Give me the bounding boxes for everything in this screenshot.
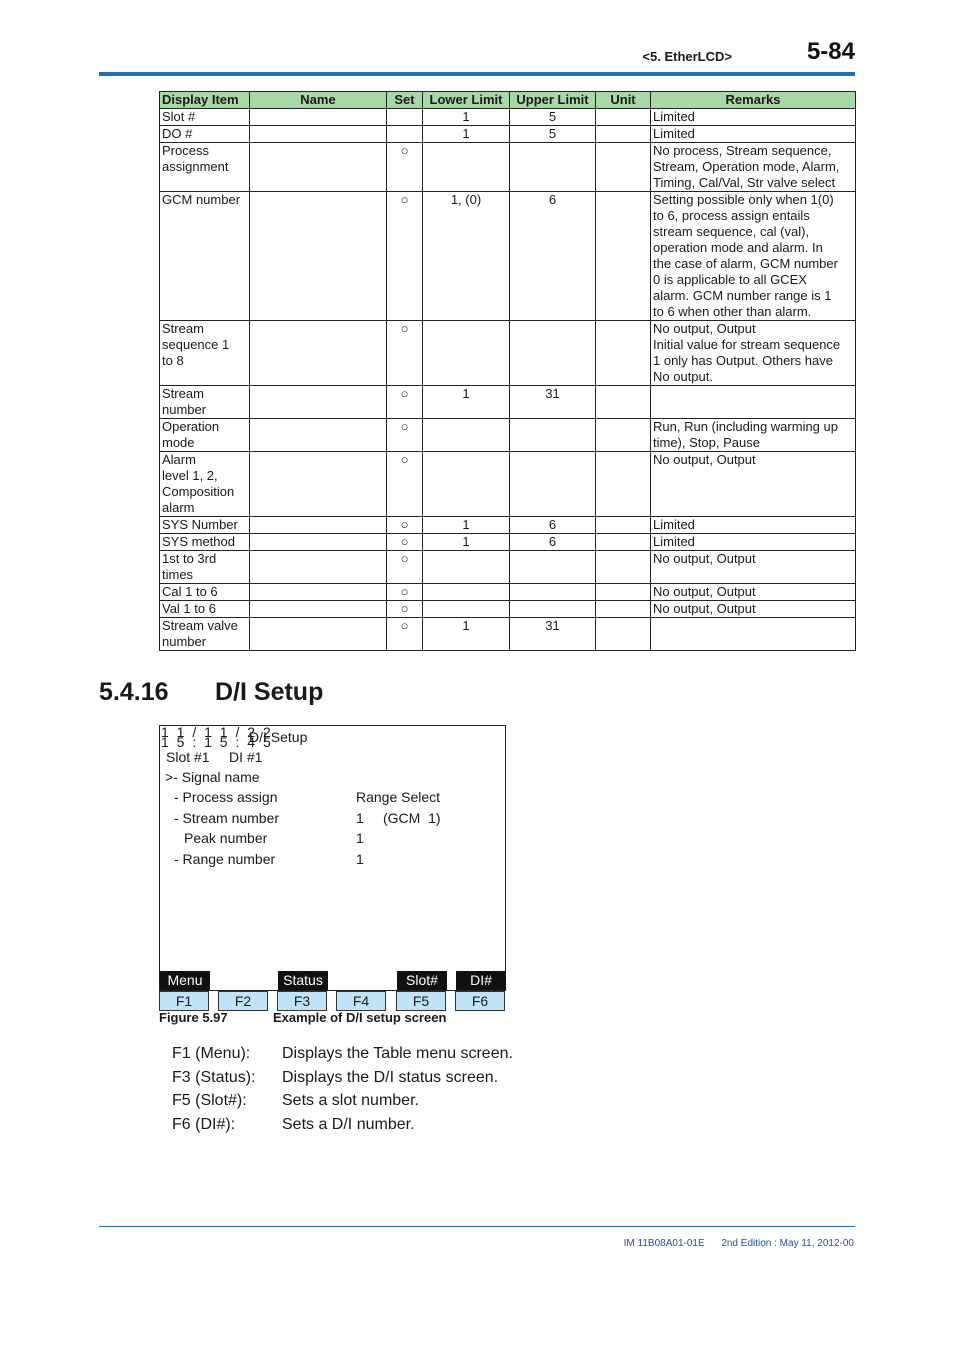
cell-display-item: Stream valve number: [160, 618, 250, 651]
cell-upper-limit: [510, 419, 596, 452]
cell-upper-limit: 5: [510, 126, 596, 143]
cell-display-item: SYS method: [160, 534, 250, 551]
cell-upper-limit: [510, 584, 596, 601]
col-upper-limit: Upper Limit: [510, 92, 596, 109]
cell-unit: [596, 419, 651, 452]
table-header-row: [160, 92, 856, 109]
cell-set: ○: [387, 143, 423, 192]
lcd-datetime: 1 1 / 1 1 / 2 2 1 5 : 1 5 : 4 5: [161, 724, 273, 750]
softkey-status[interactable]: Status: [278, 971, 328, 990]
function-key-bar: [159, 991, 506, 1011]
cell-unit: [596, 321, 651, 386]
cell-upper-limit: 31: [510, 618, 596, 651]
cell-remarks: No output, Output: [651, 551, 856, 584]
header-section-label: <5. EtherLCD>: [642, 49, 732, 64]
desc-key: F6 (DI#):: [172, 1116, 236, 1133]
cell-display-item: GCM number: [160, 192, 250, 321]
cell-unit: [596, 517, 651, 534]
cell-unit: [596, 452, 651, 517]
cell-name: [250, 551, 387, 584]
lcd-item-stream-number[interactable]: - Stream number: [174, 810, 280, 826]
cell-upper-limit: 31: [510, 386, 596, 419]
col-name: Name: [250, 92, 387, 109]
cell-unit: [596, 386, 651, 419]
cell-unit: [596, 143, 651, 192]
cell-display-item: Process assignment: [160, 143, 250, 192]
cell-remarks: No process, Stream sequence, Stream, Operation mode, Alarm, Timing, Cal/Val, Str valve select: [651, 143, 856, 192]
function-key-f4[interactable]: F4: [336, 991, 386, 1011]
cell-display-item: 1st to 3rd times: [160, 551, 250, 584]
cell-name: [250, 517, 387, 534]
table-row: [160, 601, 856, 618]
cell-display-item: Cal 1 to 6: [160, 584, 250, 601]
cell-name: [250, 386, 387, 419]
lcd-di: DI #1: [229, 749, 263, 765]
cell-unit: [596, 584, 651, 601]
spec-table: [159, 91, 856, 651]
cell-name: [250, 584, 387, 601]
figure-caption: [159, 1010, 446, 1025]
softkey-menu[interactable]: Menu: [160, 971, 210, 990]
lcd-value-stream-number: 1: [356, 810, 364, 826]
table-row: [160, 109, 856, 126]
cell-name: [250, 534, 387, 551]
lcd-slot: Slot #1: [166, 749, 210, 765]
desc-key: F5 (Slot#):: [172, 1092, 247, 1109]
footer: [624, 1238, 854, 1249]
cell-upper-limit: 6: [510, 517, 596, 534]
table-row: [160, 534, 856, 551]
cell-name: [250, 618, 387, 651]
cell-remarks: No output, Output: [651, 452, 856, 517]
cell-remarks: No output, Output: [651, 601, 856, 618]
cell-lower-limit: [423, 143, 510, 192]
cell-set: ○: [387, 534, 423, 551]
cell-lower-limit: 1: [423, 534, 510, 551]
function-key-f6[interactable]: F6: [455, 991, 505, 1011]
desc-key: F1 (Menu):: [172, 1045, 251, 1062]
table-row: [160, 126, 856, 143]
col-remarks: Remarks: [651, 92, 856, 109]
cell-lower-limit: [423, 321, 510, 386]
cell-name: [250, 321, 387, 386]
cell-unit: [596, 601, 651, 618]
table-row: [160, 584, 856, 601]
figure-label: Figure 5.97: [159, 1010, 228, 1025]
cell-set: ○: [387, 551, 423, 584]
function-key-f5[interactable]: F5: [396, 991, 446, 1011]
function-key-f3[interactable]: F3: [277, 991, 327, 1011]
function-key-f2[interactable]: F2: [218, 991, 268, 1011]
cell-lower-limit: [423, 584, 510, 601]
cell-set: ○: [387, 618, 423, 651]
cell-lower-limit: 1: [423, 126, 510, 143]
cell-unit: [596, 618, 651, 651]
function-key-f1[interactable]: F1: [159, 991, 209, 1011]
table-row: [160, 192, 856, 321]
col-lower-limit: Lower Limit: [423, 92, 510, 109]
cell-remarks: Limited: [651, 534, 856, 551]
section-title: D/I Setup: [215, 678, 324, 706]
lcd-value-gcm: (GCM 1): [383, 810, 441, 826]
cell-set: ○: [387, 601, 423, 618]
lcd-item-peak-number[interactable]: Peak number: [184, 830, 268, 846]
cell-display-item: Alarm level 1, 2, Composition alarm: [160, 452, 250, 517]
cell-set: ○: [387, 452, 423, 517]
desc-text: Displays the D/I status screen.: [282, 1069, 499, 1086]
cell-upper-limit: [510, 143, 596, 192]
cell-lower-limit: [423, 419, 510, 452]
header-rule: [99, 72, 855, 76]
lcd-value-process-assign: Range Select: [356, 789, 441, 805]
cell-upper-limit: [510, 601, 596, 618]
table-row: [160, 452, 856, 517]
section-number: 5.4.16: [99, 678, 169, 706]
softkey-slot[interactable]: Slot#: [397, 971, 447, 990]
cell-name: [250, 452, 387, 517]
cell-name: [250, 126, 387, 143]
table-row: [160, 386, 856, 419]
cell-unit: [596, 534, 651, 551]
softkey-di[interactable]: DI#: [456, 971, 506, 990]
cell-lower-limit: 1: [423, 109, 510, 126]
cell-set: ○: [387, 192, 423, 321]
cell-set: [387, 109, 423, 126]
lcd-value-range-number: 1: [356, 851, 364, 867]
cell-unit: [596, 109, 651, 126]
cell-lower-limit: 1: [423, 386, 510, 419]
cell-display-item: SYS Number: [160, 517, 250, 534]
footer-doc-id: IM 11B08A01-01E: [623, 1238, 705, 1249]
col-display-item: Display Item: [160, 92, 250, 109]
table-row: [160, 517, 856, 534]
cell-lower-limit: 1, (0): [423, 192, 510, 321]
footer-edition: 2nd Edition : May 11, 2012-00: [721, 1238, 854, 1249]
cell-unit: [596, 551, 651, 584]
cell-lower-limit: [423, 452, 510, 517]
table-row: [160, 321, 856, 386]
cell-remarks: [651, 618, 856, 651]
cell-set: ○: [387, 517, 423, 534]
cell-upper-limit: 6: [510, 192, 596, 321]
cell-remarks: No output, Output Initial value for stream sequence 1 only has Output. Others have No output.: [651, 321, 856, 386]
lcd-item-process-assign[interactable]: - Process assign: [174, 789, 278, 805]
cell-remarks: No output, Output: [651, 584, 856, 601]
lcd-item-signal-name[interactable]: >- Signal name: [165, 769, 260, 785]
desc-text: Sets a slot number.: [282, 1092, 419, 1109]
cell-display-item: Stream sequence 1 to 8: [160, 321, 250, 386]
col-unit: Unit: [596, 92, 651, 109]
cell-display-item: Operation mode: [160, 419, 250, 452]
table-row: [160, 419, 856, 452]
desc-row-f6: [172, 1116, 415, 1134]
cell-upper-limit: [510, 551, 596, 584]
desc-row-f1: [172, 1045, 513, 1063]
cell-remarks: [651, 386, 856, 419]
cell-set: ○: [387, 386, 423, 419]
cell-name: [250, 192, 387, 321]
cell-remarks: Setting possible only when 1(0) to 6, process assign entails stream sequence, cal (val), operation mode and alarm. In the case of alarm, GCM number 0 is applicable to all GCEX alarm. GCM number range is 1 to 6 when other than alarm.: [651, 192, 856, 321]
lcd-item-range-number[interactable]: - Range number: [174, 851, 276, 867]
cell-set: ○: [387, 321, 423, 386]
cell-name: [250, 143, 387, 192]
cell-upper-limit: 6: [510, 534, 596, 551]
cell-name: [250, 109, 387, 126]
cell-remarks: Limited: [651, 109, 856, 126]
cell-display-item: Slot #: [160, 109, 250, 126]
table-row: [160, 551, 856, 584]
cell-name: [250, 601, 387, 618]
desc-row-f3: [172, 1069, 498, 1087]
cell-name: [250, 419, 387, 452]
cell-lower-limit: 1: [423, 517, 510, 534]
desc-key: F3 (Status):: [172, 1069, 256, 1086]
cell-unit: [596, 126, 651, 143]
desc-text: Displays the Table menu screen.: [282, 1045, 513, 1062]
cell-remarks: Run, Run (including warming up time), Stop, Pause: [651, 419, 856, 452]
cell-set: ○: [387, 584, 423, 601]
cell-set: [387, 126, 423, 143]
desc-text: Sets a D/I number.: [282, 1116, 415, 1133]
cell-remarks: Limited: [651, 126, 856, 143]
lcd-value-peak-number: 1: [356, 830, 364, 846]
page-number: 5-84: [806, 38, 855, 65]
col-set: Set: [387, 92, 423, 109]
section-heading: [99, 678, 323, 707]
cell-display-item: Val 1 to 6: [160, 601, 250, 618]
cell-remarks: Limited: [651, 517, 856, 534]
figure-caption-text: Example of D/I setup screen: [273, 1010, 447, 1025]
cell-lower-limit: [423, 551, 510, 584]
cell-lower-limit: [423, 601, 510, 618]
desc-row-f5: [172, 1092, 419, 1110]
cell-upper-limit: [510, 452, 596, 517]
lcd-screen: [159, 725, 506, 991]
table-row: [160, 143, 856, 192]
cell-unit: [596, 192, 651, 321]
cell-display-item: Stream number: [160, 386, 250, 419]
footer-rule: [99, 1226, 855, 1227]
cell-upper-limit: [510, 321, 596, 386]
lcd-title: D/I Setup: [249, 729, 308, 745]
cell-upper-limit: 5: [510, 109, 596, 126]
cell-lower-limit: 1: [423, 618, 510, 651]
cell-display-item: DO #: [160, 126, 250, 143]
cell-set: ○: [387, 419, 423, 452]
table-row: [160, 618, 856, 651]
